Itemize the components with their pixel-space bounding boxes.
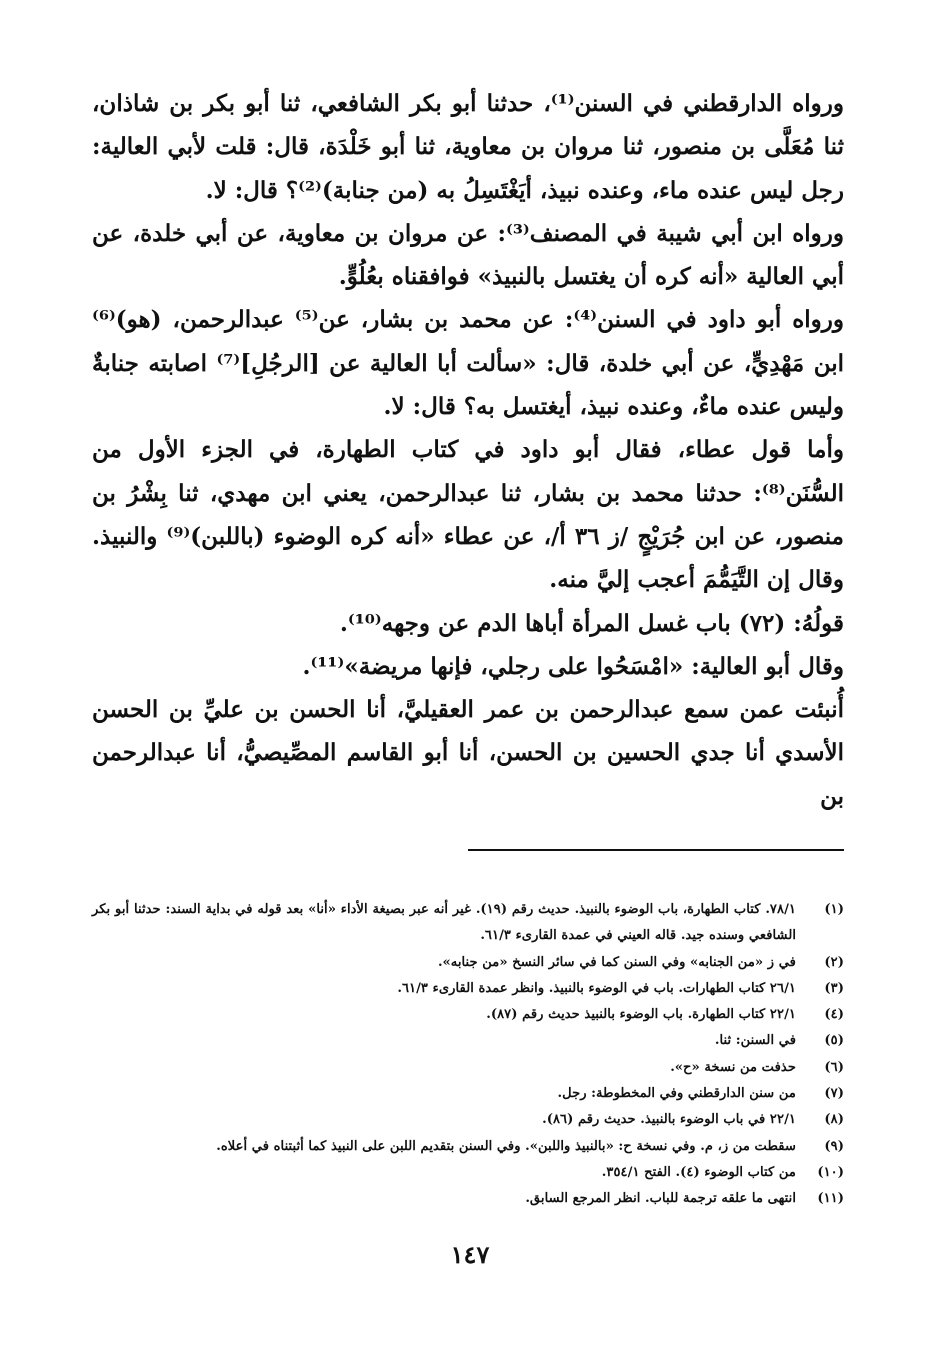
footnote [92, 1028, 844, 1054]
paragraph-3: ورواه أبو داود في السنن⁽⁴⁾: عن محمد بن بشار، عن⁽⁵⁾ عبدالرحمن، (هو)⁽⁶⁾ ابن مَهْدِيٍّ، عن أبي خلدة، قال: «سألت أبا العالية عن [الرجُلِ]⁽⁷⁾ اصابته جنابةٌ وليس عنده ماءٌ، وعنده نبيذ، أيغتسل به؟ قال: لا. [92, 306, 844, 421]
footnote-text: حذفت من نسخة «ح». [670, 1059, 796, 1075]
footnote-text: سقطت من ز، م. وفي نسخة ح: «بالنبيذ واللبن». وفي السنن بتقديم اللبن على النبيذ كما أثبتناه في أعلاه. [216, 1138, 796, 1154]
footnote-text: ٢٢/١ كتاب الطهارة. باب الوضوء بالنبيذ حديث رقم (٨٧). [486, 1007, 796, 1023]
footnote [92, 1107, 844, 1133]
footnote-text: من كتاب الوضوء (٤). الفتح ٣٥٤/١. [601, 1164, 796, 1180]
footnote-number: (٨) [824, 1112, 844, 1128]
footnote-text: من سنن الدارقطني وفي المخطوطة: رجل. [557, 1086, 796, 1102]
footnote-number: (٤) [824, 1007, 844, 1023]
footnote [92, 950, 844, 976]
footnotes [92, 897, 844, 1213]
page-number: ١٤٧ [450, 1240, 490, 1269]
paragraph-2: ورواه ابن أبي شيبة في المصنف⁽³⁾: عن مروان بن معاوية، عن أبي خلدة، عن أبي العالية «أنه كره أن يغتسل بالنبيذ» فوافقناه بعُلُوٍّ. [92, 219, 844, 291]
footnote-number: (١١) [817, 1191, 844, 1207]
footnote-text: انتهى ما علقه ترجمة للباب. انظر المرجع السابق. [525, 1191, 796, 1207]
footnote [92, 1134, 844, 1160]
paragraph-5: وقال أبو العالية: «امْسَحُوا على رجلي، فإنها مريضة»⁽¹¹⁾. [302, 652, 844, 680]
footnote [92, 1002, 844, 1028]
footnote-text: ٧٨/١. كتاب الطهارة، باب الوضوء بالنبيذ. حديث رقم (١٩). غير أنه عبر بصيغة الأداء «أنا» بعد قوله في بداية السند: حدثنا أبو بكر الشافعي وسنده جيد. قاله العيني في عمدة القارىء ٦١/٣. [92, 902, 796, 944]
footnote-number: (١٠) [817, 1164, 844, 1180]
footnote-text: في ز «من الجنابه» وفي السنن كما في سائر النسخ «من جنابه». [437, 954, 796, 970]
footnote [92, 976, 844, 1002]
footnote [92, 1055, 844, 1081]
main-text [92, 82, 844, 818]
footnote-number: (١) [824, 902, 844, 917]
footnote [92, 1186, 844, 1212]
footnote-number: (٧) [824, 1086, 844, 1102]
footnote-number: (٥) [824, 1033, 844, 1049]
paragraph-4: وأما قول عطاء، فقال أبو داود في كتاب الطهارة، في الجزء الأول من السُّنَن⁽⁸⁾: حدثنا محمد بن بشار، ثنا عبدالرحمن، يعني ابن مهدي، ثنا بِشْرُ بن منصور، عن ابن جُرَيْجٍ /ز ٣٦ أ/، عن عطاء «أنه كره الوضوء (باللبن)⁽⁹⁾ والنبيذ. وقال إن التَّيَمُّمَ أعجب إليَّ منه. [92, 436, 845, 594]
footnote-number: (٩) [824, 1138, 844, 1154]
footnote [92, 1160, 844, 1186]
footnote [92, 1081, 844, 1107]
footnote-text: ٢٢/١ في باب الوضوء بالنبيذ. حديث رقم (٨٦). [542, 1112, 796, 1128]
footnote-divider [468, 849, 844, 851]
footnote [92, 897, 844, 950]
footnote-number: (٢) [824, 954, 844, 970]
chapter-heading: قولُهُ: (٧٢) باب غسل المرأة أباها الدم عن وجهه⁽¹⁰⁾. [339, 609, 844, 637]
paragraph-6: أُنبئت عمن سمع عبدالرحمن بن عمر العقيليَّ، أنا الحسن بن عليِّ بن الحسن الأسدي أنا جدي الحسين بن الحسن، أنا أبو القاسم المصِّيصيُّ، أنا عبدالرحمن بن [92, 696, 844, 810]
paragraph-1: ورواه الدارقطني في السنن⁽¹⁾، حدثنا أبو بكر الشافعي، ثنا أبو بكر بن شاذان، ثنا مُعَلَّى بن منصور، ثنا مروان بن معاوية، ثنا أبو خَلْدَة، قال: قلت لأبي العالية: رجل ليس عنده ماء، وعنده نبيذ، أيَغْتَسِلُ به (من جنابة)⁽²⁾؟ قال: لا. [92, 90, 845, 204]
footnote-number: (٣) [824, 980, 844, 996]
footnote-number: (٦) [824, 1059, 844, 1075]
footnote-text: ٢٦/١ كتاب الطهارات. باب في الوضوء بالنبيذ. وانظر عمدة القارىء ٦١/٣. [397, 980, 796, 996]
footnote-text: في السنن: ثنا. [714, 1033, 796, 1049]
